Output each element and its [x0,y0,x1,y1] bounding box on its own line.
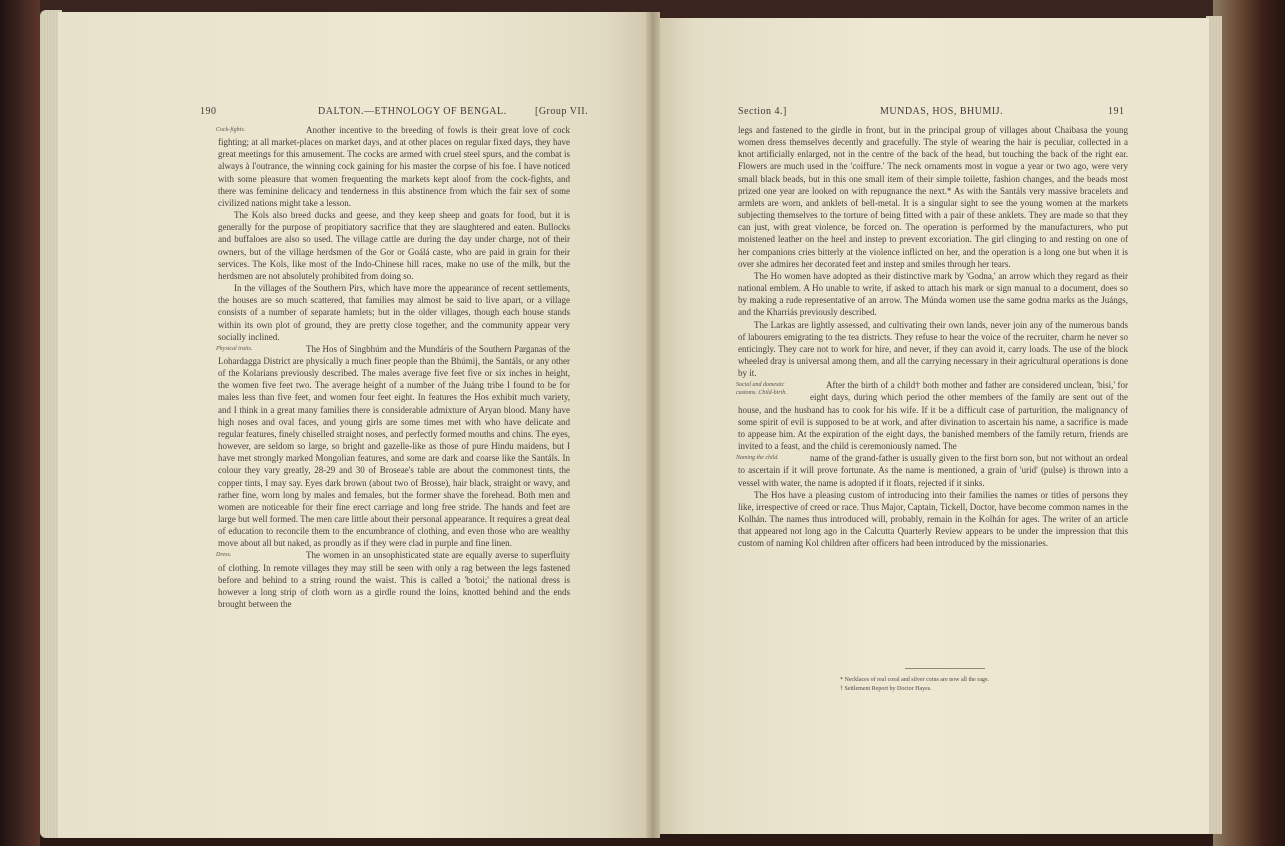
right-section-label: Section 4.] [738,106,787,117]
footnote: * Necklaces of real coral and silver coins are now all the rage. [840,677,990,683]
paragraph [738,270,1128,319]
right-running-title: MUNDAS, HOS, BHUMIJ. [880,106,1004,117]
paragraph [738,124,1128,270]
paragraph-text: After the birth of a child† both mother and father are considered unclean, 'bisi,' for eight days, during which period the other members of the family are sent out of the house, and the husband has to cook for his wife. If it be a difficult case of parturition, the malignancy of some spirit of evil is supposed to be at work, and after divination to ascertain his name, a sacrifice is made to appease him. At the expiration of the eight days, the banished members of the family return, friends are invited to a feast, and the child is ceremoniously named. The [738,380,1128,452]
paragraph [738,319,1128,380]
paragraph-text: Another incentive to the breeding of fowls is their great love of cock fighting; at all market-places on market days, and at other places on regular fixed days, they have great meetings for this amusement. The cocks are armed with cruel steel spurs, and the combat is always à l'outrance, the winning cock gaining for his master the corpse of his foe. I have noticed with some pleasure that women frequenting the markets kept aloof from the cock-fights, and there was feminine delicacy and tenderness in this abstinence from which the fair sex of some civilized nations might take a lesson. [218,125,570,208]
footnotes [840,676,1100,694]
side-note: Naming the child. [736,455,779,462]
left-page-body [218,124,570,610]
book-cover-right-edge [1213,0,1285,846]
left-running-title: DALTON.—ETHNOLOGY OF BENGAL. [318,106,507,117]
paragraph-text: legs and fastened to the girdle in front, but in the principal group of villages about Chaibasa the young women dress themselves decently and gracefully. The style of wearing the hair is peculiar, collected in a knot artificially enlarged, not in the centre of the back of the head, but touching the back of the right ear. Flowers are much used in the 'coiffure.' The neck ornaments most in vogue a year or two ago, were very small black beads, but in this one small item of their simple toilette, fashion changes, and the beads most prized one year are looked on with repugnance the next.* As with the Santáls very massive bracelets and armlets are worn, and anklets of bell-metal. It is a singular sight to see the young women at the markets subjecting themselves to the torture of being fitted with a pair of these anklets. They are made so that they can just, with great violence, be forced on. The operation is performed by the manufacturers, who put moistened leather on the heel and instep to prevent excoriation. The girl clinging to and resting on one of her companions cries bitterly at the violence inflicted on her, and the operation is a long one but when it is over she admires her decorated feet and instep and smiles through her tears. [738,125,1128,269]
side-note: Dress. [216,552,232,559]
book-cover-left-edge [0,0,40,846]
paragraph-text: In the villages of the Southern Pirs, which have more the appearance of recent settlements, the houses are so much scattered, that families may almost be said to live apart, or a village consists of a number of separate hamlets; but in the older villages, though each house stands within its own plot of ground, they are pretty close together, and the community appear very socially inclined. [218,283,570,342]
paragraph-text: name of the grand-father is usually given to the first born son, but not without an ordeal to ascertain if it will prove fortunate. As the name is mentioned, a grain of 'urid' (pulse) is thrown into a vessel with water, the name is adopted if it floats, rejected if it sinks. [738,453,1128,488]
paragraph-text: The Kols also breed ducks and geese, and they keep sheep and goats for food, but it is generally for the purpose of propitiatory sacrifice that they are slaughtered and eaten. Bullocks and buffaloes are also so used. The village cattle are during the day under charge, not of their owners, but of the village herdsmen of the Gor or Goálá caste, who are paid in grain for their services. The Kols, like most of the Indo-Chinese hill races, make no use of the milk, but the herdsmen are not absolutely prohibited from doing so. [218,210,570,281]
paragraph-text: The Ho women have adopted as their distinctive mark by 'Godna,' an arrow which they regard as their national emblem. A Ho unable to write, if asked to attach his mark or sign manual to a document, does so by making a rude representative of an arrow. The Múnda women use the same godna marks as the Juángs, and the Kharriás previously described. [738,270,1128,318]
paragraph [738,489,1128,550]
paragraph [738,452,1128,488]
right-page-number: 191 [1108,106,1125,117]
paragraph-text: The Hos have a pleasing custom of introducing into their families the names or titles of persons they like, irrespective of creed or race. Thus Major, Captain, Tickell, Doctor, have become common names in the Kolhán. The names thus introduced will, probably, remain in the Kolhán for ages. The writer of an article that appeared not long ago in the Calcutta Quarterly Review appears to be under the impression that this custom of naming Kol children after officers had been introduced by the missionaries. [738,489,1128,549]
paragraph [218,209,570,282]
paragraph [218,282,570,343]
book-gutter [646,12,660,838]
side-note: Social and domestic customs. Child-birth. [736,382,787,397]
footnote: † Settlement Report by Doctor Hayes. [840,686,932,692]
paragraph [218,124,570,209]
left-page-number: 190 [200,106,217,117]
paragraph [218,343,570,550]
paragraph [218,549,570,610]
footnote-rule [905,668,985,669]
left-section-label: [Group VII. [535,106,589,117]
side-note: Physical traits. [216,345,253,352]
paragraph-text: The Hos of Singbhúm and the Mundáris of the Southern Parganas of the Lohardagga District are physically a much finer people than the Bhúmij, the Santáls, or any other of the Kolarians previously described. The males average five feet five or six inches in height, the women five feet two. The average height of a number of the Juáng tribe I found to be for males less than five feet, and women four feet eight. In features the Hos exhibit much variety, and I think in a great many families there is considerable admixture of Aryan blood. Many have high noses and oval faces, and young girls are some times met with who have delicate and regular features, finely chiselled straight noses, and perfectly formed mouths and chins. The eyes, however, are seldom so large, so bright and gazelle-like as those of pure Hindu maidens, but I have met strongly marked Mongolian features, and some are dark and coarse like the Santáls. In colour they vary greatly, 28-29 and 30 of Broseae's table are about the commonest tints, the copper tints, I may say. Eyes dark brown (about two of Brosse), hair black, straight or wavy, and rather fine, worn long by males and females, but the former shave the forehead. Both men and women are noticeable for their fine erect carriage and long free stride. The hands and feet are large but well formed. The men care little about their personal appearance. It requires a great deal of education to reconcile them to the encumbrance of clothing, and even those who are wealthy move about all but naked, as proudly as if they were clad in purple and fine linen. [218,343,570,549]
paragraph-text: The Larkas are lightly assessed, and cultivating their own lands, never join any of the numerous bands of labourers emigrating to the tea districts. They refuse to hear the voice of the recruiter, charm he never so enticingly. They care not to work for hire, and never, if they can avoid it, carry loads. The use of the block wheeled dray is universal among them, and all the carrying necessary in their agricultural operations is done by it. [738,319,1128,379]
side-note: Cock-fights. [216,127,246,133]
paragraph-text: The women in an unsophisticated state are equally averse to superfluity of clothing. In remote villages they may still be seen with only a rag between the legs fastened before and behind to a string round the waist. This is called a 'botoi;' the national dress is however a long strip of cloth worn as a girdle round the loins, knotted behind and the ends brought between the [218,550,570,610]
right-page-body [738,124,1128,549]
paragraph [738,379,1128,452]
